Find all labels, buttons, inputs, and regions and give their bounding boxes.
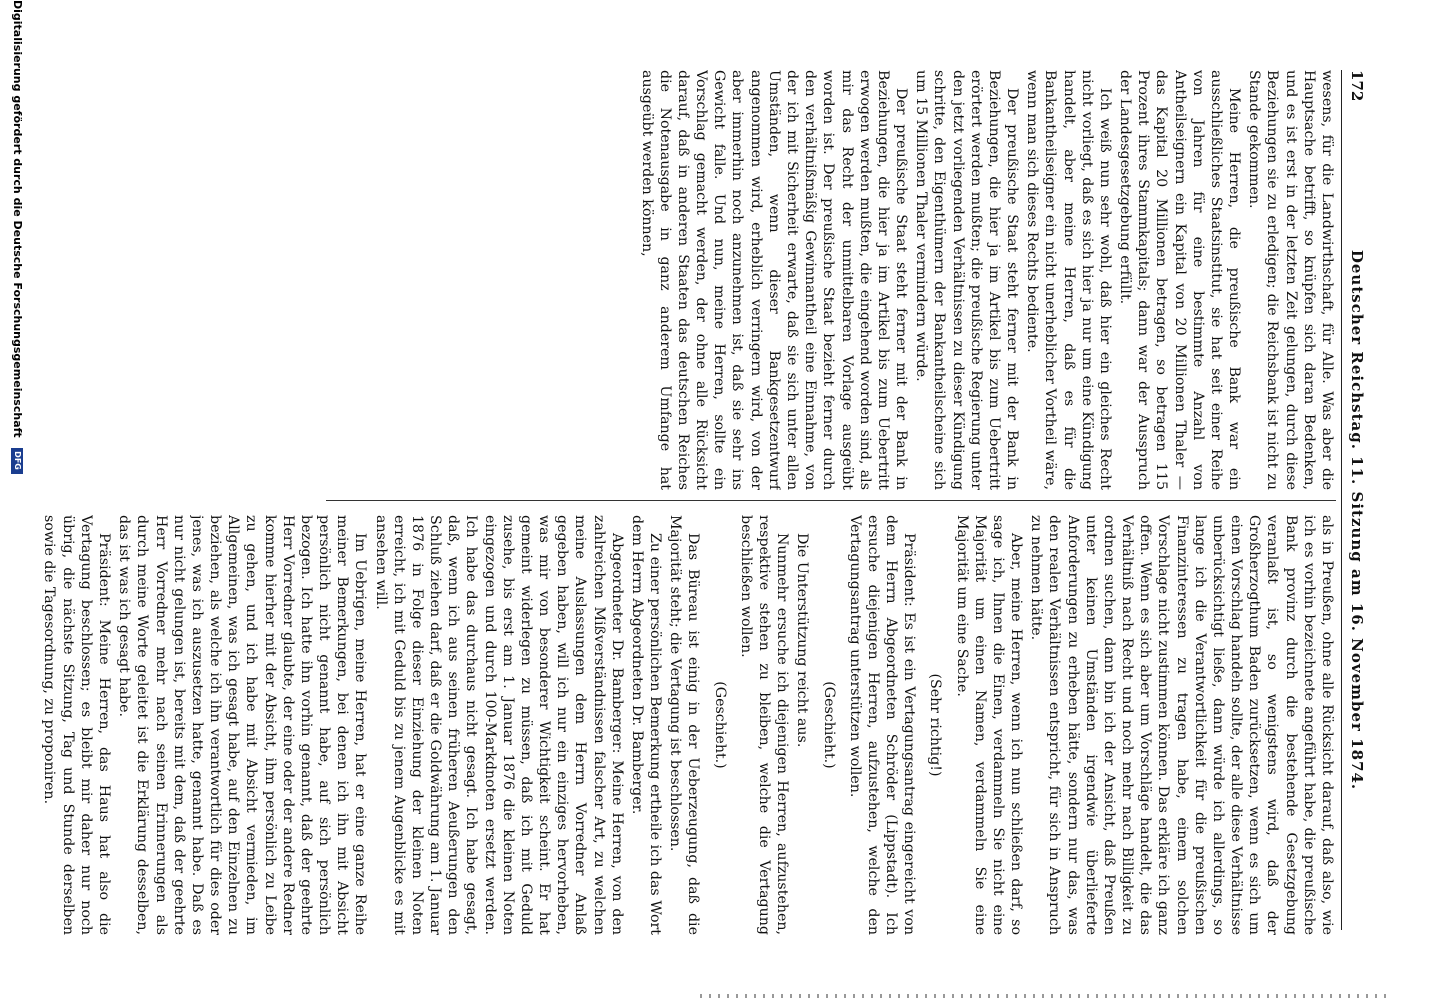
- dfg-logo-icon: DFG: [11, 448, 23, 474]
- paragraph: Präsident: Meine Herren, das Haus hat also die Vertagung beschlossen; es bleibt mir daher nur noch übrig, die nächste Sitzung, Tag und Stunde derselben sowie die Tagesordnung, zu proponiren.: [41, 515, 112, 935]
- right-column: [36, 515, 1336, 935]
- paragraph: als in Preußen, ohne alle Rücksicht darauf, daß also, wie ich es vorhin bezeichnete angeführt habe, die preußische Bank provinz durch die bestehende Gesetzgebung veranlaßt ist, so wenigstens wird, daß der Großherzogthum Baden zurücksetzen, wenn es sich um einen Vorschlag handeln sollte, der alle diese Verhältnisse unberücksichtigt ließe, dann würde ich allerdings, so lange ich die Verantwortlichkeit für die preußischen Finanzinteressen zu tragen habe, einem solchen Vorschlage nicht zustimmen können. Das erkläre ich ganz offen. Wenn es sich aber um Vorschläge handelt, die das Verhältniß nach Recht und noch mehr nach Billigkeit zu ordnen suchen, dann bin ich der Ansicht, daß Preußen unter keinen Umständen irgendwie überlieferte Anforderungen zu erheben hätte, sondern nur das, was den realen Verhältnissen entspricht, für sich in Anspruch zu nehmen hätte.: [1028, 515, 1335, 935]
- digitization-credit: [11, 0, 24, 1000]
- paragraph: Nunmehr ersuche ich diejenigen Herren, aufzustehen, respektive stehen zu bleiben, welche die Vertagung beschließen wollen.: [737, 515, 791, 935]
- paragraph: Im Uebrigen, meine Herren, hat er eine ganze Reihe meiner Bemerkungen, bei denen ich ihn mit Absicht persönlich nicht genannt habe, auf sich persönlich bezogen. Ich hatte ihn vorhin genannt, daß der geehrte Herr Vorredner glaubte, der eine oder der andere Redner komme hierher mit der Absicht, ihm persönlich zu Leibe zu gehen, und ich habe mit Absicht vermieden, im Allgemeinen, was ich gesagt habe, auf den Einzelnen zu beziehen, als welche ich ihn verantwortlich für dies oder jenes, was ich auszusetzen hatte, genannt habe. Daß es nur nicht gelungen ist, bereits mit dem, daß der geehrte Herr Vorredner mehr nach seinen Erinnerungen als durch meine Worte geleitet ist die Erklärung desselben, das ist was ich gesagt habe.: [116, 515, 369, 935]
- paragraph: Die Unterstützung reicht aus.: [794, 533, 811, 748]
- left-column: [36, 70, 1336, 490]
- paragraph: Der preußische Staat steht ferner mit der Bank in Beziehungen, die hier ja im Artikel bis zum Uebertritt erörtert werden mußten; die preußische Regierung unter den jetzt vorliegenden Verhältnissen zu dieser Kündigung schritte, den Eigenthümern der Bankantheilscheine sich um 15 Millionen Thaler vermindern würde.: [913, 70, 1021, 490]
- paragraph: Aber, meine Herren, wenn ich nun schließen darf, so sage ich, Ihnen die Einen, verdammeln Sie nicht eine Majorität um einen Namen, verdammeln Sie eine Majorität um eine Sache.: [953, 515, 1025, 935]
- paragraph: wesens, für die Landwirthschaft, für Alle. Was aber die Hauptsache betrifft, so knüpfen sich daran Bedenken, und es ist erst in der letzten Zeit gelungen, durch diese Beziehungen sie zu erledigen; die Reichsbank ist nicht zu Stande gekommen.: [1246, 70, 1335, 490]
- paragraph: Ich weiß nun sehr wohl, daß hier ein gleiches Recht nicht vorliegt, daß es sich hier ja nur um eine Kündigung handelt, aber meine Herren, daß es für die Bankantheilseigner ein nicht unerheblicher Vortheil wäre, wenn man sich dieses Rechts bediente.: [1024, 70, 1113, 490]
- scan-edge-marks: [700, 994, 1390, 998]
- interjection: (Sehr richtig!): [927, 673, 944, 777]
- interjection: (Geschieht.): [820, 681, 837, 769]
- running-title: Deutscher Reichstag. 11. Sitzung am 16. November 1874.: [1348, 249, 1366, 791]
- paragraph: Meine Herren, die preußische Bank war ein ausschließliches Staatsinstitut, sie hat seit einer Reihe von Jahren für eine bestimmte Anzahl von Antheilseignern ein Kapital von 20 Millionen Thaler — das Kapital 20 Millionen betragen, so betragen 115 Prozent ihres Stammkapitals; dann war der Ausspruch der Landesgesetzgebung erfüllt.: [1117, 70, 1243, 490]
- paragraph: Zu einer persönlichen Bemerkung ertheile ich das Wort dem Herrn Abgeordneten Dr. Bamberger.: [628, 515, 664, 935]
- credit-text: Digitalisierung gefördert durch die Deutsche Forschungsgemeinschaft: [11, 0, 24, 438]
- page-header: [1346, 70, 1366, 970]
- paragraph: Das Büreau ist einig in der Ueberzeugung, daß die Majorität steht; die Vertagung ist beschlossen.: [667, 515, 702, 935]
- paragraph: Präsident: Es ist ein Vertagungsantrag eingereicht von dem Herrn Abgeordneten Schröder (Lippstadt). Ich ersuche diejenigen Herren, aufzustehen, welche den Vertagungsantrag unterstützen wollen.: [846, 515, 918, 935]
- paragraph: Abgeordneter Dr. Bamberger: Meine Herren, von den zahlreichen Mißverständnissen falscher Art, zu welchen meine Auslassungen dem Herrn Vorredner Anlaß gegeben haben, will ich nur ein einziges hervorheben, was mir von besonderer Wichtigkeit scheint. Er hat gemeint widerlegen zu müssen, daß ich mit Geduld zusehe, bis erst am 1. Januar 1876 die kleinen Noten eingezogen und durch 100-Markdnoten ersetzt werden. Ich habe das durchaus nicht gesagt. Ich habe gesagt, daß, wenn ich aus seinen früheren Aeußerungen den Schluß ziehen darf, daß er die Goldwährung am 1. Januar 1876 in Folge dieser Einziehung der kleinen Noten erreicht, ich mit Geduld bis zu jenem Augenblicke es mit ansehen will.: [372, 515, 625, 935]
- page-number: 172: [1348, 70, 1366, 102]
- column-divider: [326, 500, 1336, 501]
- interjection: (Geschieht.): [711, 681, 728, 769]
- paragraph: Der preußische Staat steht ferner mit der Bank in Beziehungen, die hier ja im Artikel bis zum Uebertritt erwogen werden mußten, die eingehend worden sind, als mir das Recht der unmittelbaren Vorlage ausgeübt worden ist. Der preußische Staat bezieht ferner durch den verhältnißmäßig Gewinnantheil eine Einnahme, von der ich mit Sicherheit erwarte, daß sie sich unter allen Umständen, wenn dieser Bankgesetzentwurf angenommen wird, erheblich verringern wird, von der aber immerhin noch anzunehmen ist, daß sie sehr ins Gewicht falle. Und nun, meine Herren, sollte ein Vorschlag gemacht werden, der ohne alle Rücksicht darauf, daß in anderen Staaten das deutschen Reiches die Notenausgabe in ganz anderem Umfange hat ausgeübt werden können,: [638, 70, 910, 490]
- header-rule: [1341, 70, 1342, 930]
